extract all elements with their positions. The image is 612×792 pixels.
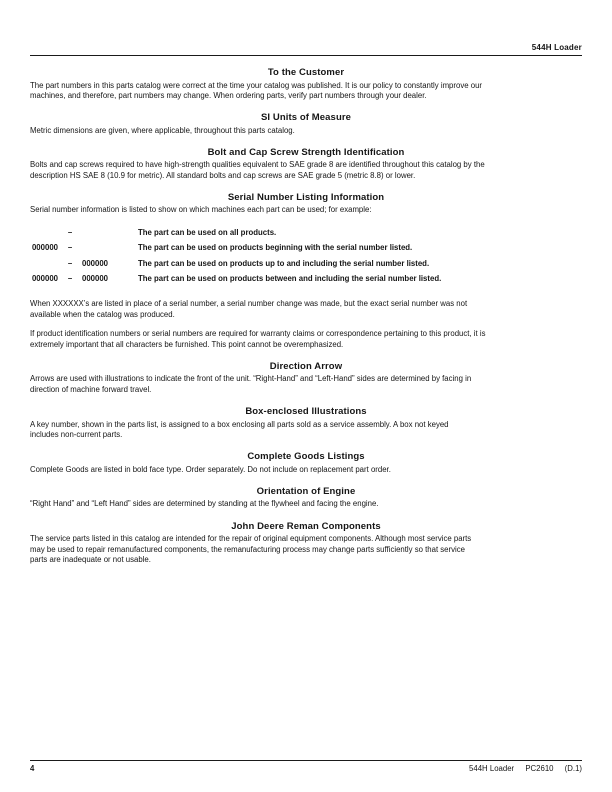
section-heading: Direction Arrow	[269, 360, 343, 372]
paragraph	[30, 160, 582, 181]
footer-page-number: 4	[30, 763, 35, 773]
paragraph	[30, 81, 582, 102]
serial-usage-description: The part can be used on all products.	[138, 227, 277, 237]
section-heading: SI Units of Measure	[260, 112, 352, 124]
text-line: Bolts and cap screws required to have high-strength qualities equivalent to SAE grade 8 are identified throughout this catalog by the	[30, 160, 485, 170]
text-line: The part numbers in this parts catalog were correct at the time your catalog was published. It is our policy to constantly improve our	[30, 80, 482, 90]
page-header	[30, 0, 582, 56]
footer-publication-number: PC2610	[525, 763, 554, 773]
text-line: “Right Hand” and “Left Hand” sides are determined by standing at the flywheel and facing the engine.	[30, 499, 379, 509]
text-line: direction of machine forward travel.	[30, 384, 152, 394]
text-line: Complete Goods are listed in bold face type. Order separately. Do not include on replacement part order.	[30, 464, 391, 474]
page-footer	[30, 760, 582, 773]
text-line: may be used to repair remanufactured components, the remanufacturing process may change parts sufficiently so that service	[30, 544, 465, 554]
section-heading: Box-enclosed Illustrations	[245, 406, 367, 418]
serial-number-examples-table	[30, 229, 582, 284]
text-line: available when the catalog was produced.	[30, 309, 175, 319]
text-line: The service parts listed in this catalog are intended for the repair of original equipment components. Although most service parts	[30, 534, 472, 544]
header-model-title: 544H Loader	[531, 43, 582, 52]
paragraph	[30, 420, 582, 441]
paragraph	[30, 374, 582, 395]
serial-from: 000000	[31, 243, 58, 253]
serial-usage-description: The part can be used on products up to and including the serial number listed.	[138, 258, 430, 268]
serial-to: 000000	[82, 258, 109, 268]
paragraph	[30, 499, 582, 509]
serial-to: 000000	[82, 274, 109, 284]
section-heading: Bolt and Cap Screw Strength Identification	[207, 146, 405, 158]
serial-from	[30, 260, 58, 268]
document-body	[30, 68, 582, 565]
text-line: Metric dimensions are given, where applicable, throughout this parts catalog.	[30, 125, 295, 135]
paragraph	[30, 299, 582, 320]
section-heading: To the Customer	[267, 67, 345, 78]
section-heading: John Deere Reman Components	[231, 520, 381, 532]
text-line: includes non-current parts.	[30, 429, 123, 439]
serial-to	[82, 229, 112, 237]
text-line: description HS SAE 8 (10.9 for metric). All standard bolts and cap screws are SAE grade 5 (metric 8.8) or lower.	[30, 170, 416, 180]
section-heading: Orientation of Engine	[256, 485, 356, 497]
serial-example-row	[30, 275, 582, 283]
footer-publication-info	[460, 764, 582, 773]
serial-range-dash: –	[67, 243, 73, 253]
serial-range-dash: –	[67, 258, 73, 268]
paragraph	[30, 465, 582, 475]
text-line: machines, and therefore, part numbers may change. When ordering parts, verify part numbers through your dealer.	[30, 90, 427, 100]
paragraph	[30, 534, 582, 565]
text-line: Arrows are used with illustrations to indicate the front of the unit. “Right-Hand” and “Left-Hand” sides are determined by facing in	[30, 374, 472, 384]
section-heading: Serial Number Listing Information	[227, 191, 385, 203]
serial-to	[82, 244, 112, 252]
serial-usage-description: The part can be used on products beginning with the serial number listed.	[138, 243, 413, 253]
paragraph	[30, 329, 582, 350]
text-line: Serial number information is listed to show on which machines each part can be used; for example:	[30, 205, 372, 215]
footer-revision: (D.1)	[564, 763, 582, 773]
text-line: When XXXXXX’s are listed in place of a serial number, a serial number change was made, but the exact serial number was not	[30, 299, 468, 309]
text-line: parts are inadequate or not usable.	[30, 554, 151, 564]
serial-example-row	[30, 244, 582, 252]
text-line: If product identification numbers or serial numbers are required for warranty claims or correspondence pertaining to this product, it is	[30, 329, 486, 339]
paragraph	[30, 205, 582, 215]
paragraph	[30, 126, 582, 136]
serial-example-row	[30, 260, 582, 268]
serial-usage-description: The part can be used on products between and including the serial number listed.	[138, 274, 442, 284]
serial-from	[30, 229, 58, 237]
serial-range-dash: –	[67, 274, 73, 284]
serial-from: 000000	[31, 274, 58, 284]
serial-example-row	[30, 229, 582, 237]
text-line: A key number, shown in the parts list, is assigned to a box enclosing all parts sold as a service assembly. A box not keyed	[30, 419, 449, 429]
text-line: extremely important that all characters be furnished. This point cannot be overemphasized.	[30, 339, 344, 349]
section-heading: Complete Goods Listings	[247, 451, 365, 463]
serial-range-dash: –	[67, 227, 73, 237]
footer-model: 544H Loader	[469, 763, 515, 773]
